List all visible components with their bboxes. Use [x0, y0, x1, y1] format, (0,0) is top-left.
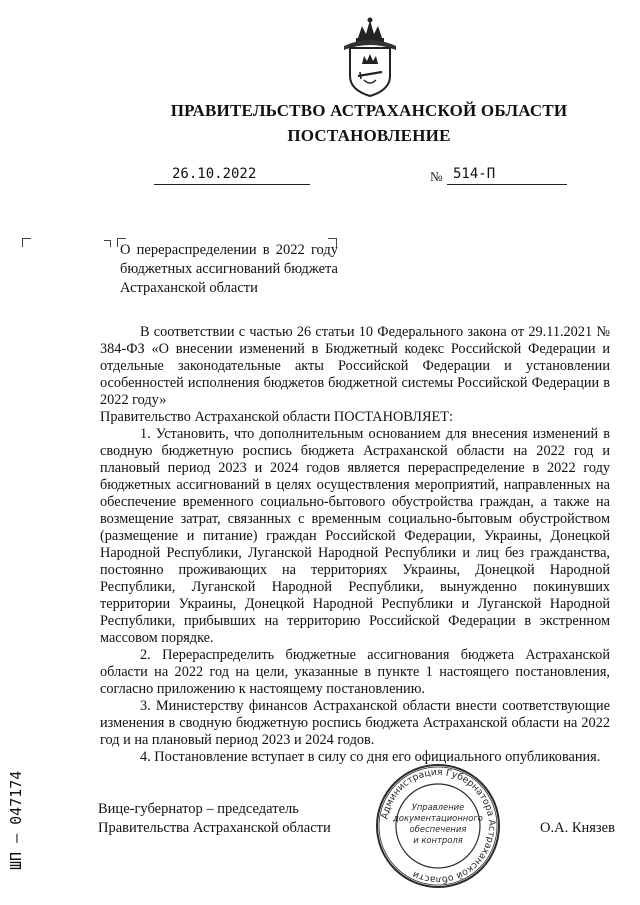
serial-number-text: ШП – 047174: [7, 770, 25, 870]
preamble: В соответствии с частью 26 статьи 10 Федерального закона от 29.11.2021 № 384-ФЗ «О внесении изменений в Бюджетный кодекс Российской Федерации и отдельные законодательные акты Российской Федерации и установлении особенностей исполнения бюджетов бюджетной системы Российской Федерации в 2022 году»: [100, 324, 610, 408]
document-date: 26.10.2022: [154, 166, 310, 185]
clause-4: 4. Постановление вступает в силу со дня его официального опубликования.: [140, 749, 601, 765]
serial-number: [2, 742, 26, 872]
clause-2: 2. Перераспределить бюджетные ассигнования бюджета Астраханской области на 2022 год на цели, указанные в пункте 1 настоящего постановления, согласно приложению к настоящему постановлению.: [100, 647, 610, 697]
stamp-center-text: обеспечения: [409, 824, 467, 834]
official-stamp: [374, 762, 502, 890]
signatory-position: [98, 800, 331, 838]
coat-of-arms-emblem: [336, 16, 404, 98]
corner-mark: [22, 238, 31, 247]
corner-mark: [104, 240, 111, 247]
clause-3: 3. Министерству финансов Астраханской области внести соответствующие изменения в сводную бюджетную роспись бюджета Астраханской области на 2022 год и на плановый период 2023 и 2024 годов.: [100, 698, 610, 748]
stamp-center-text: документационного: [393, 813, 483, 823]
signatory-position-line: Правительства Астраханской области: [98, 820, 331, 836]
clause-1: 1. Установить, что дополнительным основанием для внесения изменений в сводную бюджетную роспись бюджета Астраханской области на 2022 год и плановый период 2023 и 2024 годов является перераспределение в 2022 году бюджетных ассигнований в целях осуществления мероприятий, направленных на обеспечение временного социально-бытового обустройства граждан, а также на возмещение затрат, связанных с временным социально-бытовым обустройством (размещение и питание) граждан Российской Федерации, Украины, Донецкой Народной Республики, Луганской Народной Республики и лиц без гражданства, постоянно проживающих на территориях Украины, Донецкой Народной Республики, Луганской Народной Республики, вынужденно покинувших территории Украины, Донецкой Народной Республики и Луганской Народной Республики, прибывших на территорию Российской Федерации в экстренном массовом порядке.: [100, 426, 610, 646]
stamp-ring-text: Администрация Губернатора Астраханской области: [379, 766, 498, 886]
number-sign: №: [430, 169, 443, 184]
document-subject: О перераспределении в 2022 году бюджетных ассигнований бюджета Астраханской области: [120, 242, 338, 296]
document-type-title: ПОСТАНОВЛЕНИЕ: [287, 126, 451, 145]
resolves-line: Правительство Астраханской области ПОСТАНОВЛЯЕТ:: [100, 409, 453, 425]
stamp-center-text: и контроля: [413, 835, 463, 845]
government-title: ПРАВИТЕЛЬСТВО АСТРАХАНСКОЙ ОБЛАСТИ: [170, 101, 568, 120]
document-number: 514-П: [447, 166, 567, 185]
stamp-center-text: Управление: [411, 802, 465, 812]
document-body: [100, 324, 610, 766]
signatory-position-line: Вице-губернатор – председатель: [98, 801, 299, 817]
signatory-name: О.А. Князев: [540, 820, 615, 836]
